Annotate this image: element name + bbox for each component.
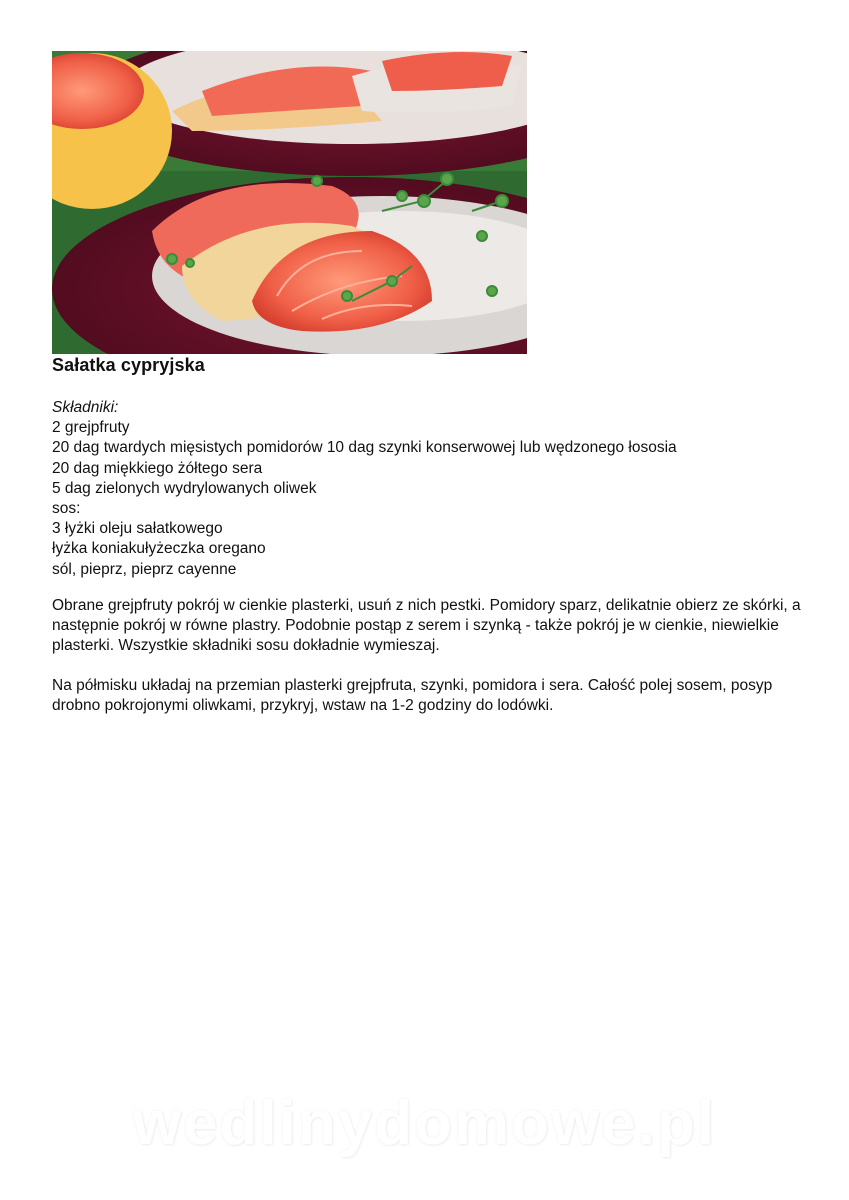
ingredient-line: łyżka koniakułyżeczka oregano bbox=[52, 540, 266, 558]
sauce-heading: sos: bbox=[52, 500, 81, 518]
ingredient-line: 2 grejpfruty bbox=[52, 419, 130, 437]
ingredient-line: 3 łyżki oleju sałatkowego bbox=[52, 520, 223, 538]
salad-photo bbox=[52, 51, 527, 354]
ingredients-list bbox=[52, 398, 812, 580]
ingredients-heading: Składniki: bbox=[52, 399, 119, 416]
ingredient-line: 20 dag miękkiego żółtego sera bbox=[52, 459, 263, 477]
ingredient-line: 20 dag twardych mięsistych pomidorów 10 dag szynki konserwowej lub wędzonego łososia bbox=[52, 439, 677, 457]
instructions-paragraph-2: Na półmisku układaj na przemian plasterki grejpfruta, szynki, pomidora i sera. Całość polej sosem, posyp drobno pokrojonymi oliwkami, przykryj, wstaw na 1-2 godziny do lodówki. bbox=[52, 677, 773, 714]
ingredient-line: 5 dag zielonych wydrylowanych oliwek bbox=[52, 479, 317, 497]
instructions-paragraph-1: Obrane grejpfruty pokrój w cienkie plasterki, usuń z nich pestki. Pomidory sparz, delikatnie obierz ze skórki, a następnie pokrój w równe plastry. Podobnie postąp z serem i szynką - także pokrój je w cienkie, niewielkie plasterki. Wszystkie składniki sosu dokładnie wymieszaj. bbox=[52, 597, 801, 654]
ingredient-line: sól, pieprz, pieprz cayenne bbox=[52, 560, 237, 578]
recipe-title: Sałatka cypryjska bbox=[52, 355, 205, 375]
site-watermark: wedlinydomowe.pl bbox=[132, 1089, 717, 1158]
